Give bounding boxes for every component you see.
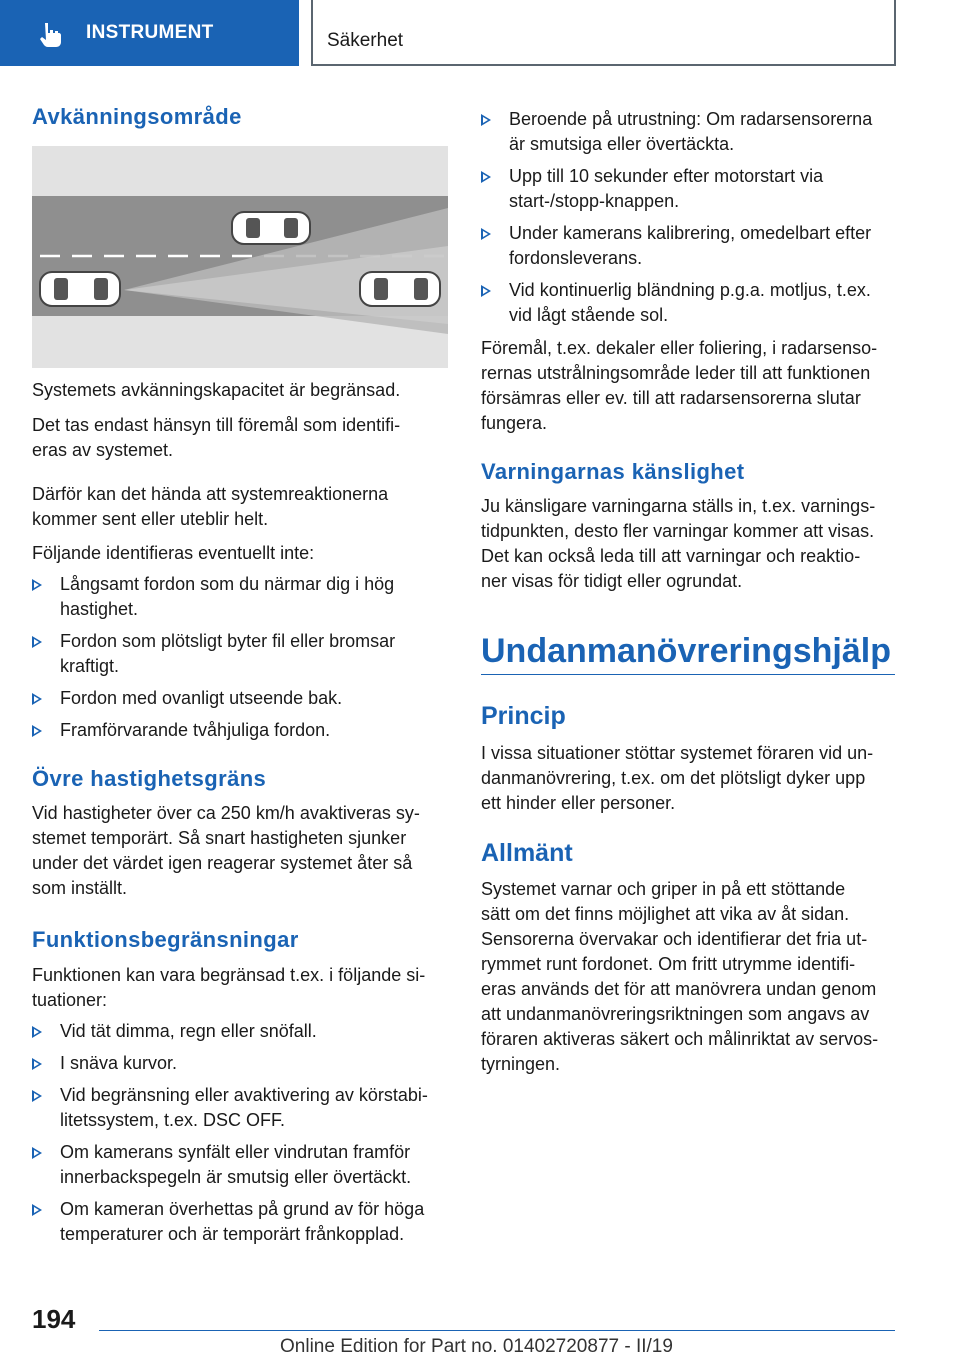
bullet-triangle-icon bbox=[32, 1090, 42, 1102]
bullet-triangle-icon bbox=[481, 228, 491, 240]
objects-line: Föremål, t.ex. dekaler eller foliering, i radarsenso- bbox=[481, 338, 878, 358]
paragraph-reactions-2: kommer sent eller uteblir helt. bbox=[32, 509, 269, 529]
bullet-triangle-icon bbox=[32, 725, 42, 737]
heading-detection-area: Avkänningsområde bbox=[32, 104, 242, 129]
sensitivity-line: ner visas för tidigt eller ogrundat. bbox=[481, 571, 743, 591]
list-item-text: Långsamt fordon som du närmar dig i hög bbox=[60, 574, 395, 594]
chapter-title: Säkerhet bbox=[327, 30, 404, 51]
list-item-text: Vid kontinuerlig bländning p.g.a. motljus, t.ex. bbox=[509, 280, 871, 300]
list-item bbox=[32, 718, 452, 743]
bullet-triangle-icon bbox=[32, 1058, 42, 1070]
objects-line: fungera. bbox=[481, 413, 548, 433]
general-line: föraren aktiveras säkert och målinriktat av servos- bbox=[481, 1029, 879, 1049]
list-item bbox=[32, 629, 452, 679]
bullet-triangle-icon bbox=[32, 1147, 42, 1159]
section-tab[interactable] bbox=[0, 0, 299, 66]
section-divider bbox=[481, 674, 895, 675]
list-item bbox=[32, 572, 452, 622]
list-item bbox=[32, 1083, 452, 1133]
heading-upper-speed-limit: Övre hastighetsgräns bbox=[32, 766, 267, 791]
general-line: rymmet runt fordonet. Om fritt utrymme identifi- bbox=[481, 954, 856, 974]
list-item-text: vid lågt stående sol. bbox=[509, 304, 669, 325]
principle-line: ett hinder eller personer. bbox=[481, 793, 676, 813]
sensitivity-line: Det kan också leda till att varningar och reaktio- bbox=[481, 546, 861, 566]
bullet-triangle-icon bbox=[32, 579, 42, 591]
detection-area-illustration bbox=[32, 146, 448, 368]
bullet-triangle-icon bbox=[32, 636, 42, 648]
general-line: eras används det för att manövrera undan genom bbox=[481, 979, 877, 999]
list-item-text: Om kamerans synfält eller vindrutan framför bbox=[60, 1142, 411, 1162]
list-item-text: innerbackspegeln är smutsig eller övertäckt. bbox=[60, 1166, 412, 1187]
list-item-text: Beroende på utrustning: Om radarsensorerna bbox=[509, 109, 873, 129]
list-item bbox=[32, 1051, 452, 1076]
heading-principle: Princip bbox=[481, 702, 566, 730]
speed-line: som inställt. bbox=[32, 878, 128, 898]
list-item-text: kraftigt. bbox=[60, 655, 120, 676]
list-item-text: I snäva kurvor. bbox=[60, 1053, 178, 1073]
paragraph-only-objects-2: eras av systemet. bbox=[32, 440, 174, 460]
hand-pointer-icon bbox=[36, 20, 64, 48]
bullet-triangle-icon bbox=[32, 693, 42, 705]
general-line: Sensorerna övervakar och identifierar det fria ut- bbox=[481, 929, 868, 949]
general-line: sätt om det finns möjlighet att vika av åt sidan. bbox=[481, 904, 850, 924]
limits-line: Funktionen kan vara begränsad t.ex. i följande si- bbox=[32, 965, 426, 985]
paragraph-not-identified: Följande identifieras eventuellt inte: bbox=[32, 543, 315, 563]
list-item bbox=[32, 1140, 452, 1190]
list-item-text: start-/stopp-knappen. bbox=[509, 190, 680, 211]
general-line: tyrningen. bbox=[481, 1054, 561, 1074]
list-item-text: litetssystem, t.ex. DSC OFF. bbox=[60, 1109, 286, 1130]
list-item-text: Under kamerans kalibrering, omedelbart efter bbox=[509, 223, 872, 243]
principle-line: danmanövrering, t.ex. om det plötsligt dyker upp bbox=[481, 768, 866, 788]
list-item bbox=[481, 278, 901, 328]
objects-line: försämras eller ev. till att radarsensorerna slutar bbox=[481, 388, 861, 408]
bullet-triangle-icon bbox=[481, 114, 491, 126]
paragraph-reactions-1: Därför kan det hända att systemreaktionerna bbox=[32, 484, 389, 504]
paragraph-capacity: Systemets avkänningskapacitet är begränsad. bbox=[32, 380, 401, 400]
list-item-text: Fordon med ovanligt utseende bak. bbox=[60, 688, 343, 708]
list-item-text: Fordon som plötsligt byter fil eller bromsar bbox=[60, 631, 396, 651]
chapter-header bbox=[311, 0, 896, 66]
sensitivity-line: tidpunkten, desto fler varningar kommer att visas. bbox=[481, 521, 875, 541]
list-item bbox=[32, 686, 452, 711]
list-item-text: Upp till 10 sekunder efter motorstart via bbox=[509, 166, 824, 186]
list-item-text: temperaturer och är temporärt frånkopplad. bbox=[60, 1223, 405, 1244]
section-tab-label: INSTRUMENT bbox=[86, 22, 214, 43]
principle-line: I vissa situationer stöttar systemet föraren vid un- bbox=[481, 743, 874, 763]
speed-line: under det värdet igen reagerar systemet åter så bbox=[32, 853, 413, 873]
heading-function-limits: Funktionsbegränsningar bbox=[32, 927, 299, 952]
bullet-triangle-icon bbox=[481, 171, 491, 183]
general-line: Systemet varnar och griper in på ett stöttande bbox=[481, 879, 846, 899]
list-item bbox=[481, 107, 901, 157]
edition-note: Online Edition for Part no. 01402720877 - II/19 bbox=[280, 1336, 673, 1357]
list-item bbox=[481, 221, 901, 271]
sensitivity-line: Ju känsligare varningarna ställs in, t.ex. varnings- bbox=[481, 496, 876, 516]
list-item-text: Vid begränsning eller avaktivering av körstabi- bbox=[60, 1085, 428, 1105]
list-item-text: är smutsiga eller övertäckta. bbox=[509, 133, 735, 154]
speed-line: Vid hastigheter över ca 250 km/h avaktiveras sy- bbox=[32, 803, 420, 823]
speed-line: stemet temporärt. Så snart hastigheten sjunker bbox=[32, 828, 407, 848]
paragraph-only-objects-1: Det tas endast hänsyn till föremål som identifi- bbox=[32, 415, 401, 435]
heading-evasion-assistant: Undanmanövreringshjälp bbox=[481, 632, 891, 670]
list-item-text: hastighet. bbox=[60, 598, 139, 619]
list-item bbox=[481, 164, 901, 214]
bullet-triangle-icon bbox=[32, 1026, 42, 1038]
heading-warning-sensitivity: Varningarnas känslighet bbox=[481, 459, 745, 484]
list-item-text: Om kameran överhettas på grund av för höga bbox=[60, 1199, 425, 1219]
page-number: 194 bbox=[32, 1304, 76, 1334]
heading-general: Allmänt bbox=[481, 839, 573, 867]
bullet-triangle-icon bbox=[32, 1204, 42, 1216]
limits-line: tuationer: bbox=[32, 990, 108, 1010]
bullet-triangle-icon bbox=[481, 285, 491, 297]
footer-divider bbox=[99, 1330, 895, 1331]
general-line: att undanmanövreringsriktningen som angavs av bbox=[481, 1004, 870, 1024]
list-item-text: Vid tät dimma, regn eller snöfall. bbox=[60, 1021, 317, 1041]
list-item bbox=[32, 1197, 452, 1247]
list-item-text: fordonsleverans. bbox=[509, 247, 643, 268]
objects-line: rernas utstrålningsområde leder till att funktionen bbox=[481, 363, 871, 383]
list-item bbox=[32, 1019, 452, 1044]
list-item-text: Framförvarande tvåhjuliga fordon. bbox=[60, 720, 331, 740]
